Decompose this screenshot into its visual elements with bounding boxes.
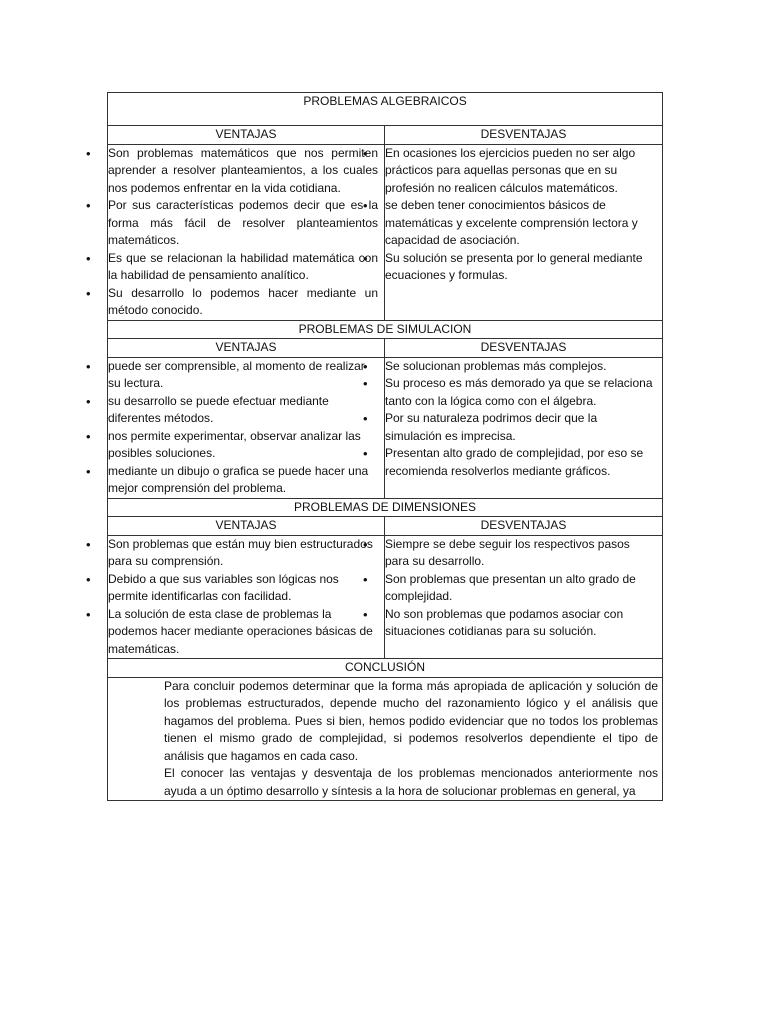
comparison-table (107, 92, 663, 801)
list-item: • su desarrollo se puede efectuar mediante diferentes métodos. (108, 393, 378, 428)
conclusion-body (108, 678, 662, 800)
list-item: • No son problemas que podamos asociar con situaciones cotidianas para su solución. (385, 606, 656, 641)
content-row (108, 357, 663, 498)
ventajas-list (108, 358, 384, 498)
conclusion-cell (108, 677, 663, 800)
list-item: • Su solución se presenta por lo general mediante ecuaciones y formulas. (385, 250, 656, 285)
list-item: • Presentan alto grado de complejidad, por eso se recomienda resolverlos mediante gráficos. (385, 445, 656, 480)
list-item: • nos permite experimentar, observar analizar las posibles soluciones. (108, 428, 378, 463)
list-item: • se deben tener conocimientos básicos de matemáticas y excelente comprensión lectora y capacidad de asociación. (385, 197, 656, 250)
section-title-algebraicos (108, 93, 663, 126)
col-header-ventajas: VENTAJAS (108, 339, 385, 358)
list-item: • mediante un dibujo o grafica se puede hacer una mejor comprensión del problema. (108, 463, 378, 498)
list-item: • Debido a que sus variables son lógicas nos permite identificarlas con facilidad. (108, 571, 378, 606)
col-header-desventajas: DESVENTAJAS (385, 517, 663, 536)
content-row (108, 144, 663, 320)
section-title-row (108, 498, 663, 517)
list-item: • Por sus características podemos decir que es la forma más fácil de resolver planteamientos matemáticos. (108, 197, 378, 250)
desventajas-cell (385, 535, 663, 659)
desventajas-list (385, 536, 662, 641)
ventajas-list (108, 536, 384, 659)
list-item: • Siempre se debe seguir los respectivos pasos para su desarrollo. (385, 536, 656, 571)
section-title-text: PROBLEMAS ALGEBRAICOS (303, 94, 467, 108)
ventajas-list (108, 145, 384, 320)
list-item: • puede ser comprensible, al momento de realizar su lectura. (108, 358, 378, 393)
col-header-ventajas: VENTAJAS (108, 126, 385, 145)
desventajas-cell (385, 357, 663, 498)
list-item: • Es que se relacionan la habilidad matemática con la habilidad de pensamiento analítico. (108, 250, 378, 285)
list-item: • Son problemas que están muy bien estructurados para su comprensión. (108, 536, 378, 571)
section-title-row (108, 320, 663, 339)
ventajas-cell (108, 357, 385, 498)
conclusion-paragraph: Para concluir podemos determinar que la forma más apropiada de aplicación y solución de los problemas estructurados, depende mucho del razonamiento lógico y el análisis que hagamos del problema. Pues si bien, hemos podido evidenciar que no todos los problemas tienen el mismo grado de complejidad, si podemos resolverlos dependiente el tipo de análisis que hagamos en cada caso. (164, 678, 659, 763)
list-item: • Son problemas que presentan un alto grado de complejidad. (385, 571, 656, 606)
ventajas-cell (108, 144, 385, 320)
content-row (108, 535, 663, 659)
list-item: • Por su naturaleza podrimos decir que la simulación es imprecisa. (385, 410, 656, 445)
col-header-ventajas: VENTAJAS (108, 517, 385, 536)
col-header-desventajas: DESVENTAJAS (385, 126, 663, 145)
list-item: • Su desarrollo lo podemos hacer mediante un método conocido. (108, 285, 378, 320)
desventajas-list (385, 145, 662, 285)
conclusion-title-row (108, 659, 663, 678)
desventajas-list (385, 358, 662, 481)
conclusion-paragraph: El conocer las ventajas y desventaja de los problemas mencionados anteriormente nos ayuda a un óptimo desarrollo y síntesis a la hora de solucionar problemas en general, ya (164, 766, 659, 799)
col-header-desventajas: DESVENTAJAS (385, 339, 663, 358)
list-item: • La solución de esta clase de problemas la podemos hacer mediante operaciones básicas de matemáticas. (108, 606, 378, 659)
list-item: • Su proceso es más demorado ya que se relaciona tanto con la lógica como con el álgebra. (385, 375, 656, 410)
section-title-simulacion: PROBLEMAS DE SIMULACION (108, 320, 663, 339)
list-item: • Se solucionan problemas más complejos. (385, 358, 656, 376)
list-item: • En ocasiones los ejercicios pueden no ser algo prácticos para aquellas personas que en su profesión no realicen cálculos matemáticos. (385, 145, 656, 198)
column-header-row (108, 517, 663, 536)
list-item: • Son problemas matemáticos que nos permiten aprender a resolver planteamientos, a los cuales nos podemos enfrentar en la vida cotidiana. (108, 145, 378, 198)
column-header-row (108, 339, 663, 358)
desventajas-cell (385, 144, 663, 320)
conclusion-title: CONCLUSIÓN (108, 659, 663, 678)
section-title-row (108, 93, 663, 126)
section-title-dimensiones: PROBLEMAS DE DIMENSIONES (108, 498, 663, 517)
conclusion-row (108, 677, 663, 800)
ventajas-cell (108, 535, 385, 659)
column-header-row (108, 126, 663, 145)
